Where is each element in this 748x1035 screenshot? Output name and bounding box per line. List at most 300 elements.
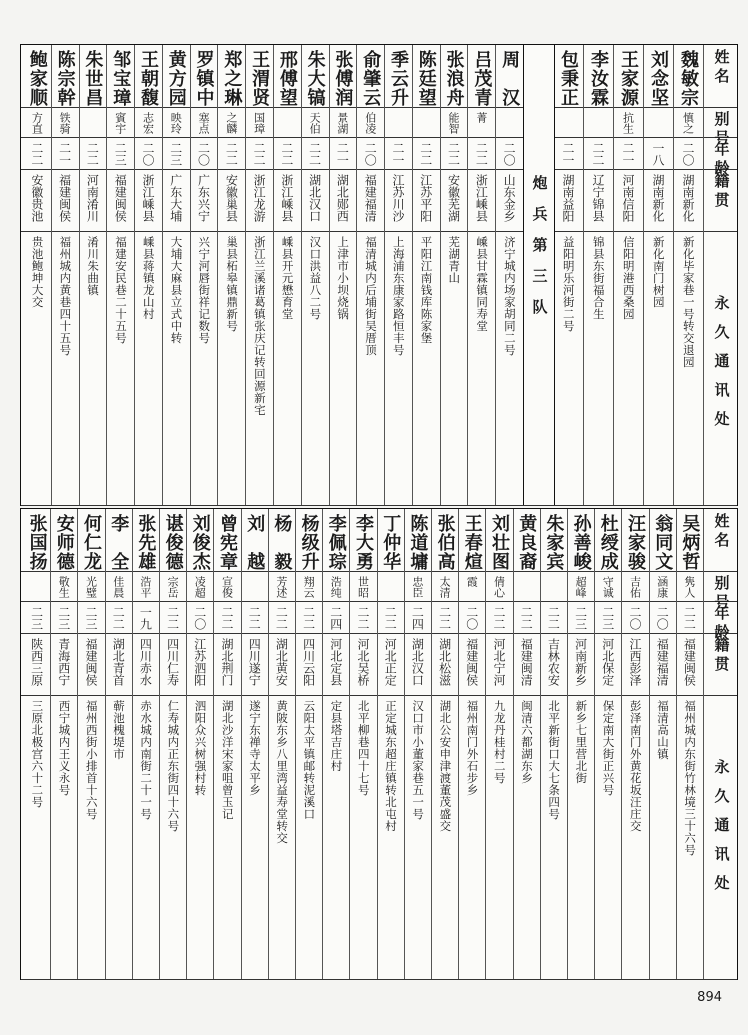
person-origin-cell — [412, 174, 440, 228]
person-name: 安师德 — [53, 514, 75, 571]
person-origin: 湖北汉口 — [307, 174, 322, 222]
person-alias: 佳晨 — [111, 576, 125, 598]
person-age: 二二 — [29, 142, 44, 166]
person-name-cell — [186, 514, 213, 571]
person-age: 二一 — [57, 142, 72, 166]
person-column — [513, 509, 541, 979]
person-age: 二〇 — [502, 142, 517, 166]
person-column — [186, 509, 214, 979]
person-address: 益阳明乐河街二号 — [561, 236, 576, 332]
person-address: 平阳江南钱库陈家堡 — [419, 236, 434, 344]
person-origin: 江苏平阳 — [418, 174, 433, 222]
person-name-cell — [295, 514, 322, 571]
person-name: 周 汉 — [499, 50, 521, 107]
person-address-cell — [77, 700, 104, 976]
person-column — [79, 45, 108, 505]
person-address-cell — [540, 700, 567, 976]
person-address: 保定南大街正兴号 — [601, 700, 616, 796]
person-address-cell — [273, 236, 301, 502]
person-age: 二一 — [561, 142, 575, 166]
person-age: 二三 — [113, 142, 128, 166]
person-name: 吴炳哲 — [679, 514, 701, 571]
person-age-cell — [356, 142, 384, 166]
person-alias-cell — [553, 112, 583, 134]
header-origin — [704, 637, 738, 691]
person-alias: 景湖 — [335, 112, 349, 134]
person-origin: 湖北青首 — [111, 638, 126, 686]
person-origin: 安徽贵池 — [29, 174, 44, 222]
person-age-cell — [190, 142, 218, 166]
person-address: 湖北公安申津渡董茂盛交 — [438, 700, 453, 832]
person-age-cell — [79, 142, 107, 166]
person-address-cell — [268, 700, 295, 976]
person-address: 汉口洪益八二号 — [308, 236, 323, 320]
person-alias: 涵康 — [655, 576, 669, 598]
person-age: 二三 — [600, 606, 615, 630]
person-age-cell — [134, 142, 162, 166]
person-age-cell — [540, 606, 567, 630]
person-name-cell — [440, 50, 468, 107]
person-address: 福州西街小排首十六号 — [84, 700, 99, 820]
person-origin: 河北正定 — [383, 638, 398, 686]
person-address: 信阳明港西桑园 — [621, 236, 636, 320]
person-name-cell — [159, 514, 186, 571]
person-address-cell — [404, 700, 431, 976]
person-address-cell — [217, 236, 245, 502]
person-name: 朱家宾 — [543, 514, 565, 571]
person-address-cell — [513, 700, 540, 976]
person-age: 二三 — [29, 606, 44, 630]
person-origin: 四川赤水 — [138, 638, 153, 686]
person-name: 李汝霖 — [588, 50, 609, 107]
person-column — [106, 45, 135, 505]
person-age: 二〇 — [464, 606, 479, 630]
person-column — [583, 45, 614, 505]
person-address-cell — [190, 236, 218, 502]
person-name: 孙善峻 — [570, 514, 592, 571]
person-address-cell — [440, 236, 468, 502]
person-address-cell — [673, 236, 703, 502]
person-age-cell — [643, 142, 673, 166]
header-alias-label: 别号 — [712, 111, 731, 149]
person-column — [553, 45, 584, 505]
person-alias: 霞 — [465, 576, 479, 587]
person-origin: 福建福清 — [655, 638, 670, 686]
section-label-cell — [524, 175, 554, 495]
person-alias-cell — [295, 576, 322, 598]
person-alias: 太清 — [438, 576, 452, 598]
header-address-label: 永久通讯处 — [712, 295, 731, 440]
person-alias: 国璋 — [252, 112, 266, 134]
person-alias-cell — [186, 576, 213, 598]
person-name: 黄良裔 — [516, 514, 538, 571]
person-age-cell — [106, 142, 134, 166]
person-column — [23, 45, 52, 505]
header-origin — [704, 173, 738, 227]
top-table — [20, 44, 738, 506]
person-address: 上海浦东康家路恒丰号 — [391, 236, 406, 356]
person-age: 二〇 — [655, 606, 670, 630]
person-address: 北平新街口大七条四号 — [547, 700, 562, 820]
person-name-cell — [377, 514, 404, 571]
person-address-cell — [567, 700, 594, 976]
person-address-cell — [132, 700, 159, 976]
person-name-cell — [673, 50, 703, 107]
person-age-cell — [621, 606, 648, 630]
person-name-cell — [77, 514, 104, 571]
person-address-cell — [643, 236, 673, 502]
person-name-cell — [50, 514, 77, 571]
person-age-cell — [349, 606, 376, 630]
person-origin-cell — [356, 174, 384, 228]
person-column — [467, 45, 496, 505]
person-name: 吕茂青 — [471, 50, 493, 107]
person-age-cell — [567, 606, 594, 630]
header-age — [704, 141, 738, 179]
person-name-cell — [213, 514, 240, 571]
person-origin: 福建闽侯 — [464, 638, 479, 686]
person-address: 新化毕家巷一号转交退园 — [681, 236, 696, 368]
person-name-cell — [513, 514, 540, 571]
person-age-cell — [384, 142, 412, 166]
person-column — [77, 509, 105, 979]
person-name-cell — [301, 50, 329, 107]
person-address-cell — [245, 236, 273, 502]
person-name-cell — [412, 50, 440, 107]
person-alias-cell — [132, 576, 159, 598]
person-column — [377, 509, 405, 979]
person-origin-cell — [495, 174, 523, 228]
person-age-cell — [431, 606, 458, 630]
person-origin-cell — [241, 638, 268, 692]
person-age-cell — [649, 606, 676, 630]
person-origin-cell — [79, 174, 107, 228]
person-age-cell — [268, 606, 295, 630]
person-origin-cell — [621, 638, 648, 692]
person-name-cell — [649, 514, 676, 571]
person-name-cell — [583, 50, 613, 107]
person-age-cell — [77, 606, 104, 630]
person-address: 福清城内后埔街吴厝顶 — [363, 236, 378, 356]
person-origin: 山东金乡 — [502, 174, 517, 222]
person-alias-cell — [50, 576, 77, 598]
person-alias-cell — [268, 576, 295, 598]
person-alias-cell — [77, 576, 104, 598]
person-address-cell — [431, 700, 458, 976]
person-origin-cell — [23, 174, 51, 228]
person-column — [485, 509, 513, 979]
person-address: 大埔大麻县立式中转 — [169, 236, 184, 344]
person-address-cell — [213, 700, 240, 976]
person-age: 二二 — [383, 606, 398, 630]
person-name: 刘俊杰 — [189, 514, 211, 571]
person-name-cell — [190, 50, 218, 107]
person-alias-cell — [676, 576, 703, 598]
person-name-cell — [495, 50, 523, 107]
person-name: 刘壮图 — [488, 514, 510, 571]
person-alias-cell — [349, 576, 376, 598]
person-address-cell — [301, 236, 329, 502]
person-origin-cell — [583, 174, 613, 228]
person-alias-cell — [329, 112, 357, 134]
person-origin: 广东兴宁 — [196, 174, 211, 222]
person-address-cell — [349, 700, 376, 976]
person-origin-cell — [295, 638, 322, 692]
person-name: 王渭贤 — [249, 50, 271, 107]
person-origin: 福建闽侯 — [682, 638, 697, 686]
person-alias: 方直 — [30, 112, 44, 134]
person-origin: 河北保定 — [600, 638, 615, 686]
person-address: 嵊县蒋镇龙山村 — [141, 236, 156, 320]
person-age: 二二 — [85, 142, 100, 166]
person-alias-cell — [440, 112, 468, 134]
person-age: 二〇 — [140, 142, 155, 166]
person-name: 张伯高 — [434, 514, 456, 571]
person-alias-cell — [485, 576, 512, 598]
person-age-cell — [613, 142, 643, 166]
person-address-cell — [106, 236, 134, 502]
header-column — [703, 509, 738, 979]
person-column — [567, 509, 595, 979]
header-origin-label: 籍贯 — [712, 637, 731, 675]
person-origin-cell — [273, 174, 301, 228]
person-origin-cell — [190, 174, 218, 228]
person-alias-cell — [241, 576, 268, 598]
person-alias-cell — [217, 112, 245, 134]
person-name-cell — [431, 514, 458, 571]
person-address-cell — [23, 236, 51, 502]
person-age-cell — [583, 142, 613, 166]
person-origin-cell — [431, 638, 458, 692]
bottom-table — [20, 508, 738, 980]
person-origin: 江西彭泽 — [627, 638, 642, 686]
person-address: 西宁城内王义永号 — [57, 700, 72, 796]
person-column — [23, 509, 51, 979]
person-name: 王家源 — [618, 50, 639, 107]
person-origin: 福建闽侯 — [113, 174, 128, 222]
person-column — [50, 509, 78, 979]
person-age-cell — [553, 142, 583, 166]
person-alias: 賓宇 — [113, 112, 127, 134]
person-age-cell — [495, 142, 523, 166]
person-age: 二二 — [247, 606, 262, 630]
person-alias: 隽人 — [682, 576, 696, 598]
person-name-cell — [621, 514, 648, 571]
person-name-cell — [485, 514, 512, 571]
person-age-cell — [186, 606, 213, 630]
person-origin-cell — [268, 638, 295, 692]
person-alias: 能智 — [447, 112, 461, 134]
person-address: 锦县东街福合生 — [591, 236, 606, 320]
person-column — [322, 509, 350, 979]
person-age: 二二 — [491, 606, 506, 630]
person-alias-cell — [159, 576, 186, 598]
person-name-cell — [676, 514, 703, 571]
person-alias: 伯凌 — [363, 112, 377, 134]
person-age: 二三 — [168, 142, 183, 166]
person-origin: 湖北郧西 — [335, 174, 350, 222]
person-origin-cell — [186, 638, 213, 692]
person-alias: 凌超 — [193, 576, 207, 598]
person-alias-cell — [23, 112, 51, 134]
person-name: 包秉正 — [558, 50, 579, 107]
person-origin-cell — [51, 174, 79, 228]
person-name: 俞肇云 — [360, 50, 382, 107]
page-number: 894 — [697, 990, 722, 1005]
person-name: 陈廷望 — [415, 50, 437, 107]
person-age: 二一 — [390, 142, 405, 166]
person-origin-cell — [458, 638, 485, 692]
person-name-cell — [458, 514, 485, 571]
person-alias-cell — [431, 576, 458, 598]
person-name-cell — [613, 50, 643, 107]
person-name: 刘 越 — [244, 514, 266, 571]
person-origin: 陕西三原 — [29, 638, 44, 686]
person-age-cell — [322, 606, 349, 630]
person-age: 一八 — [651, 142, 665, 166]
person-address: 闽清六都湖东乡 — [519, 700, 534, 784]
person-age: 二二 — [446, 142, 461, 166]
person-column — [159, 509, 187, 979]
person-age-cell — [273, 142, 301, 166]
section-label: 炮兵第三队 — [530, 175, 549, 330]
person-origin-cell — [105, 638, 132, 692]
header-name-label: 姓名 — [712, 49, 731, 87]
person-age-cell — [162, 142, 190, 166]
person-age-cell — [513, 606, 540, 630]
person-alias-cell — [458, 576, 485, 598]
person-address: 北平柳巷四十七号 — [356, 700, 371, 796]
header-column — [703, 45, 738, 505]
person-age: 二二 — [301, 606, 316, 630]
person-alias: 芳述 — [274, 576, 288, 598]
person-name-cell — [540, 514, 567, 571]
person-name: 朱世昌 — [82, 50, 104, 107]
person-origin-cell — [404, 638, 431, 692]
person-alias-cell — [273, 112, 301, 134]
person-name: 张浪舟 — [443, 50, 465, 107]
person-origin-cell — [329, 174, 357, 228]
person-age-cell — [594, 606, 621, 630]
person-name: 张先雄 — [135, 514, 157, 571]
person-column — [673, 45, 704, 505]
person-name-cell — [162, 50, 190, 107]
person-name: 杨级升 — [298, 514, 320, 571]
header-alias — [704, 111, 738, 149]
person-alias: 守诚 — [601, 576, 615, 598]
person-alias-cell — [495, 112, 523, 134]
person-origin-cell — [673, 174, 703, 228]
person-column — [613, 45, 644, 505]
person-name: 汪家骏 — [624, 514, 646, 571]
person-name: 陈宗幹 — [54, 50, 76, 107]
person-address: 芜湖青山 — [447, 236, 462, 284]
person-alias-cell — [301, 112, 329, 134]
person-age: 二二 — [591, 142, 605, 166]
person-name: 王春煊 — [461, 514, 483, 571]
person-name: 张傅润 — [332, 50, 354, 107]
person-address-cell — [412, 236, 440, 502]
person-origin-cell — [377, 638, 404, 692]
person-alias-cell — [213, 576, 240, 598]
person-origin-cell — [132, 638, 159, 692]
person-column — [431, 509, 459, 979]
person-age: 二一 — [621, 142, 635, 166]
header-alias — [704, 575, 738, 613]
person-alias: 倩心 — [492, 576, 506, 598]
person-origin: 四川云阳 — [301, 638, 316, 686]
person-origin-cell — [162, 174, 190, 228]
person-alias-cell — [162, 112, 190, 134]
person-name-cell — [329, 50, 357, 107]
person-name: 曾宪章 — [216, 514, 238, 571]
person-name: 王朝馥 — [137, 50, 159, 107]
person-age-cell — [329, 142, 357, 166]
person-column — [621, 509, 649, 979]
person-name: 丁仲华 — [380, 514, 402, 571]
person-name: 季云升 — [387, 50, 409, 107]
person-origin: 湖南新化 — [651, 174, 665, 222]
person-address: 嵊县甘霖镇同寿堂 — [475, 236, 490, 332]
person-age: 二二 — [682, 606, 697, 630]
person-column — [213, 509, 241, 979]
header-address — [704, 699, 738, 1035]
person-age: 二二 — [252, 142, 267, 166]
person-address: 三原北极宫六十二号 — [30, 700, 45, 808]
person-alias-cell — [404, 576, 431, 598]
person-column — [643, 45, 674, 505]
person-column — [295, 509, 323, 979]
person-origin-cell — [384, 174, 412, 228]
section-label-column — [523, 45, 555, 505]
person-origin: 河南新乡 — [573, 638, 588, 686]
person-address-cell — [676, 700, 703, 976]
person-alias: 浩纯 — [329, 576, 343, 598]
person-age: 二〇 — [196, 142, 211, 166]
person-age: 二二 — [274, 606, 289, 630]
header-name — [704, 49, 738, 103]
person-age-cell — [673, 142, 703, 166]
person-age-cell — [412, 142, 440, 166]
person-name: 李 全 — [108, 514, 130, 571]
person-address-cell — [649, 700, 676, 976]
person-column — [458, 509, 486, 979]
person-column — [540, 509, 568, 979]
person-address: 汉口市小董家巷五一号 — [411, 700, 426, 820]
person-age: 二〇 — [627, 606, 642, 630]
person-address: 新化南门树园 — [651, 236, 666, 308]
person-origin-cell — [213, 638, 240, 692]
person-address: 浙江兰溪诸葛镇张庆记转回源新宅 — [252, 236, 267, 416]
person-name-cell — [106, 50, 134, 107]
person-address: 淆川朱曲镇 — [86, 236, 101, 296]
person-alias: 塞点 — [197, 112, 211, 134]
person-address-cell — [159, 700, 186, 976]
person-origin-cell — [217, 174, 245, 228]
header-alias-label: 别号 — [712, 575, 731, 613]
person-alias-cell — [79, 112, 107, 134]
person-origin-cell — [301, 174, 329, 228]
person-alias: 忠臣 — [410, 576, 424, 598]
person-address: 遂宁东禅寺太平乡 — [247, 700, 262, 796]
person-age: 二四 — [328, 606, 343, 630]
person-age: 二三 — [573, 606, 588, 630]
person-origin-cell — [23, 638, 50, 692]
person-age-cell — [295, 606, 322, 630]
person-name: 李大勇 — [352, 514, 374, 571]
person-origin: 湖北黄安 — [274, 638, 289, 686]
person-column — [134, 45, 163, 505]
